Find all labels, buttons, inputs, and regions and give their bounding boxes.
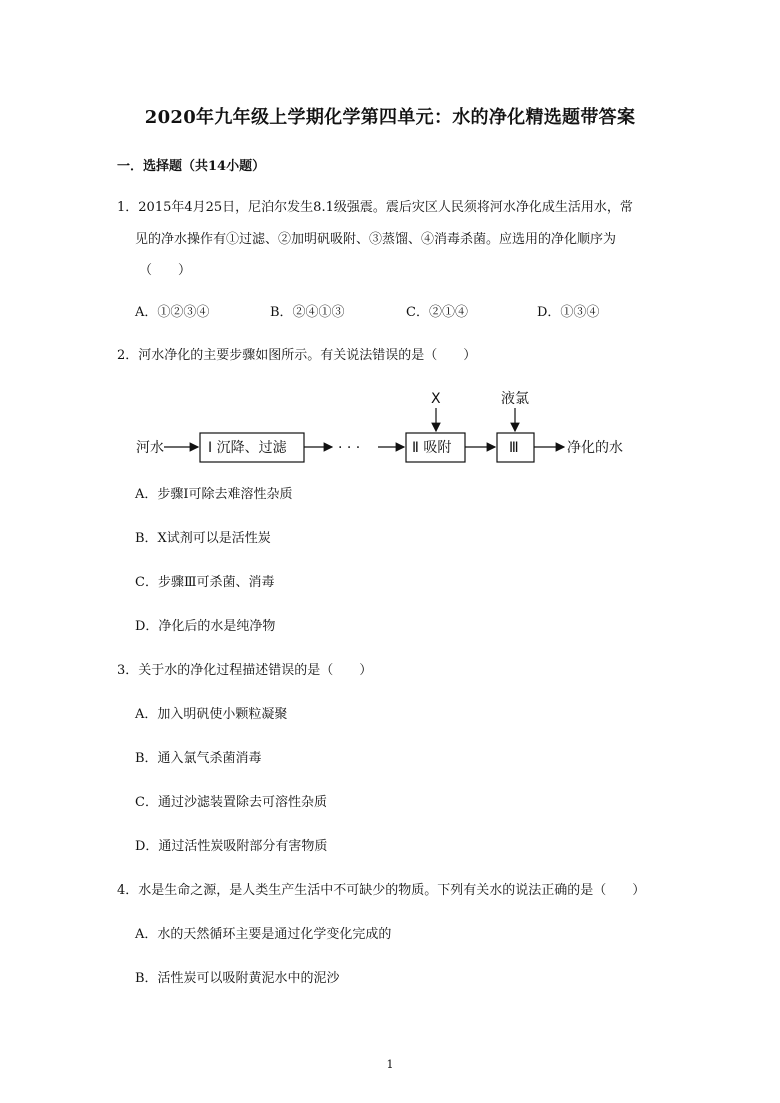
- q2-option-d: D．净化后的水是纯净物: [135, 619, 276, 634]
- q1-option-d: D．①③④: [537, 305, 600, 320]
- page-number: 1: [386, 1058, 394, 1071]
- q1-line-2: 见的净水操作有①过滤、②加明矾吸附、③蒸馏、④消毒杀菌。应选用的净化顺序为: [135, 232, 617, 247]
- q1-option-a: A．①②③④: [135, 305, 210, 320]
- step2-label: Ⅱ 吸附: [412, 440, 452, 456]
- q3-option-d: D．通过活性炭吸附部分有害物质: [135, 839, 328, 854]
- q3-option-a: A．加入明矾使小颗粒凝聚: [135, 707, 288, 722]
- q4-option-a: A．水的天然循环主要是通过化学变化完成的: [135, 927, 392, 942]
- reagent-chlorine-label: 液氯: [501, 391, 529, 407]
- q1-option-c: C．②①④: [406, 305, 468, 320]
- diagram-output-label: 净化的水: [567, 440, 623, 456]
- q1-line-1: 1．2015年4月25日，尼泊尔发生8.1级强震。震后灾区人民须将河水净化成生活用水，常: [117, 200, 633, 215]
- step1-label: Ⅰ 沉降、过滤: [208, 440, 287, 456]
- document-title: 2020年九年级上学期化学第四单元：水的净化精选题带答案: [144, 107, 636, 128]
- step3-label: Ⅲ: [509, 440, 519, 456]
- diagram-input-label: 河水: [136, 440, 164, 456]
- q2-option-b: B．X试剂可以是活性炭: [135, 531, 271, 546]
- q3-option-b: B．通入氯气杀菌消毒: [135, 751, 262, 766]
- q4-option-b: B．活性炭可以吸附黄泥水中的泥沙: [135, 971, 340, 986]
- q1-line-3: （ ）: [139, 263, 192, 278]
- water-purification-diagram: [0, 380, 780, 480]
- q2-option-c: C．步骤Ⅲ可杀菌、消毒: [135, 575, 275, 590]
- q2-option-a: A．步骤Ⅰ可除去难溶性杂质: [135, 487, 293, 502]
- reagent-x-label: X: [431, 391, 441, 407]
- q2-stem: 2．河水净化的主要步骤如图所示。有关说法错误的是（ ）: [117, 348, 477, 363]
- section-heading: 一．选择题（共14小题）: [117, 159, 266, 174]
- diagram-dots: · · ·: [338, 440, 361, 456]
- q1-option-b: B．②④①③: [270, 305, 345, 320]
- q3-option-c: C．通过沙滤装置除去可溶性杂质: [135, 795, 327, 810]
- q4-stem: 4．水是生命之源，是人类生产生活中不可缺少的物质。下列有关水的说法正确的是（ ）: [117, 883, 646, 898]
- q3-stem: 3．关于水的净化过程描述错误的是（ ）: [117, 663, 373, 678]
